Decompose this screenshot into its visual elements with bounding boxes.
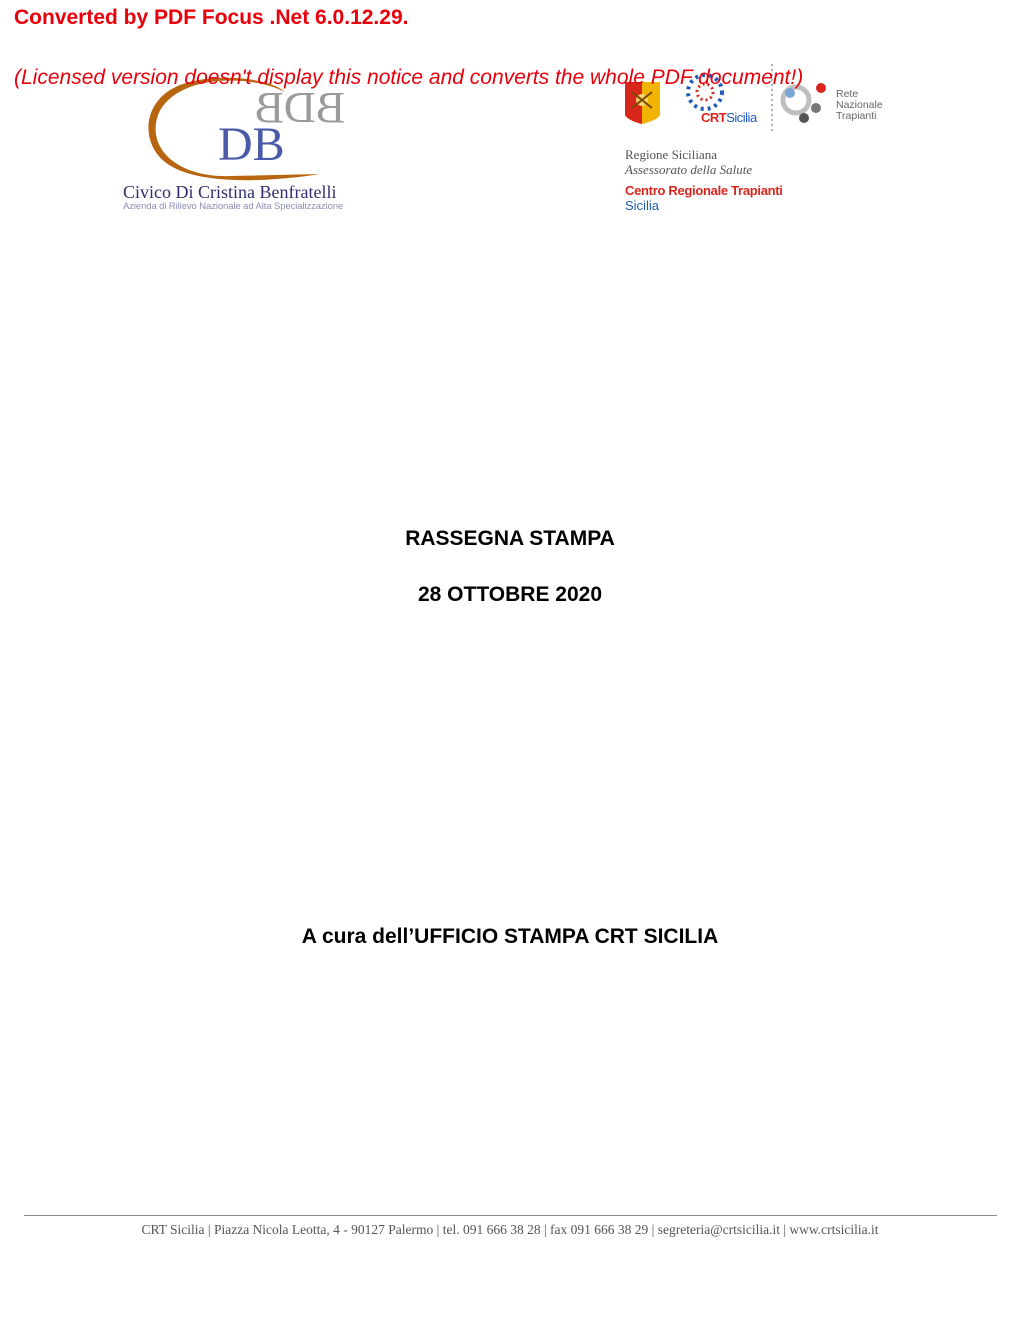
svg-text:BDB: BDB (254, 83, 345, 132)
crt-sicilia-wordmark (701, 110, 757, 125)
document-title: RASSEGNA STAMPA (405, 527, 615, 550)
assessorato-label: Assessorato della Salute (625, 162, 753, 177)
document-curator: A cura dell’UFFICIO STAMPA CRT SICILIA (301, 925, 719, 948)
sicilia-label: Sicilia (625, 198, 659, 213)
crt-wordmark-prefix: CRT (701, 110, 727, 125)
centro-regionale-label: Centro Regionale Trapianti (625, 183, 783, 198)
footer-contact-info: CRT Sicilia | Piazza Nicola Leotta, 4 - 90127 Palermo | tel. 091 666 38 28 | fax 091 666 38 29 | segreteria@crtsicilia.it | www.crtsicilia.it (141, 1222, 879, 1237)
crt-wordmark-suffix: Sicilia (726, 110, 757, 125)
hospital-name: Civico Di Cristina Benfratelli (123, 182, 337, 202)
rete-label-line1: Rete (836, 88, 859, 100)
conversion-notice-title: Converted by PDF Focus .Net 6.0.12.29. (14, 6, 409, 29)
document-date: 28 OTTOBRE 2020 (417, 583, 603, 606)
rete-label-line2: Nazionale (836, 99, 883, 111)
footer-divider (24, 1215, 997, 1216)
rete-label-line3: Trapianti (836, 110, 877, 122)
svg-text:DB: DB (218, 118, 285, 171)
hospital-subtitle: Azienda di Rilievo Nazionale ad Alta Specializzazione (123, 201, 344, 212)
regione-siciliana-label: Regione Siciliana (625, 147, 718, 162)
conversion-notice-subtitle: (Licensed version doesn't display this notice and converts the whole PDF document!) (14, 66, 804, 89)
